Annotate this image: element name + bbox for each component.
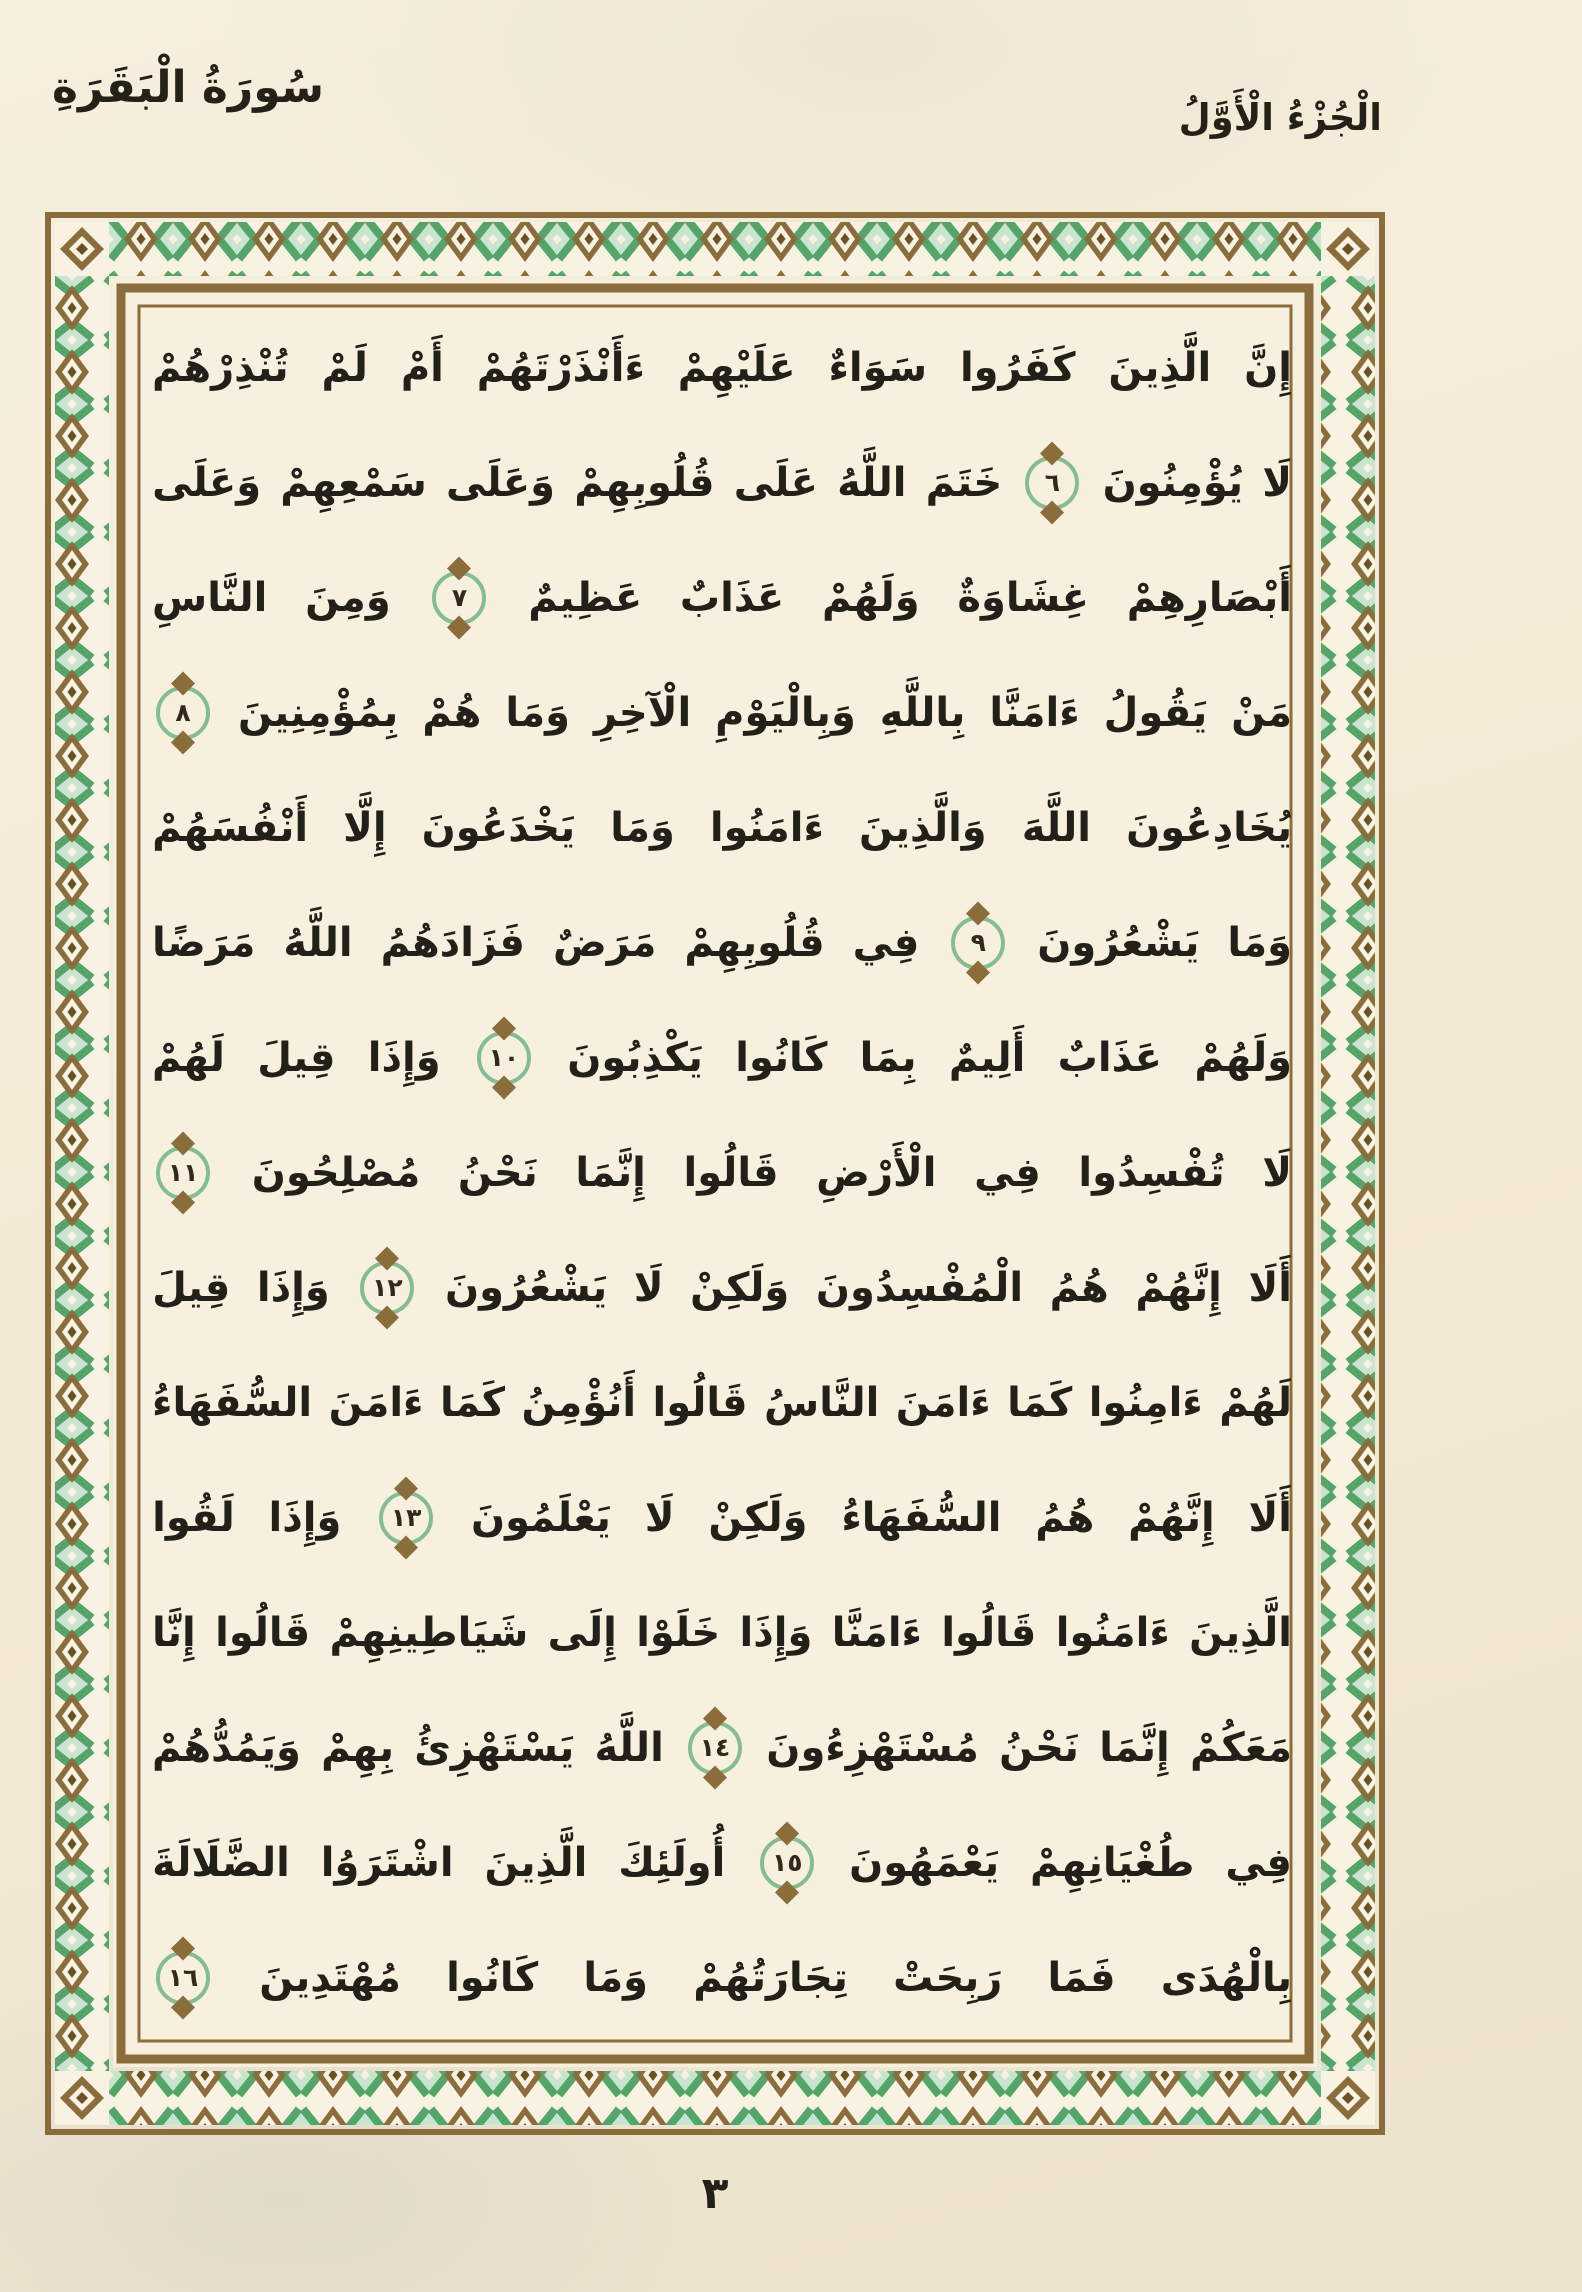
quran-word: فِي	[1225, 1839, 1292, 1886]
quran-word: هُمُ	[1049, 1264, 1109, 1311]
quran-word: النَّاسِ	[152, 574, 268, 621]
quran-word: أَلِيمٌ	[948, 1034, 1026, 1081]
quran-word: تُنْذِرْهُمْ	[152, 344, 289, 391]
quran-word: عَذَابٌ	[679, 574, 785, 621]
verse-number: ٦	[1044, 468, 1061, 497]
page-number: ٣	[701, 2168, 729, 2219]
quran-word: إِنَّا	[152, 1609, 196, 1656]
frame-corner-bottom-left	[55, 2071, 109, 2125]
quran-line	[152, 540, 1292, 655]
quran-word: وَيَمُدُّهُمْ	[152, 1724, 301, 1771]
verse-number-marker	[688, 1721, 742, 1775]
quran-word: كَمَا	[1007, 1379, 1073, 1426]
quran-word: بِاللَّهِ	[879, 689, 966, 736]
quran-word: النَّاسُ	[764, 1379, 880, 1426]
verse-number-marker	[477, 1031, 531, 1085]
quran-word: مُهْتَدِينَ	[259, 1954, 401, 2001]
quran-word: لَا	[644, 1494, 675, 1541]
quran-text-area	[152, 310, 1292, 2035]
quran-word: ءَامَنُوا	[1055, 1609, 1170, 1656]
quran-word: الَّذِينَ	[1108, 344, 1212, 391]
frame-corner-bottom-right	[1321, 2071, 1375, 2125]
quran-word: خَتَمَ	[925, 459, 1003, 506]
quran-word: نَحْنُ	[457, 1149, 538, 1196]
verse-number: ٨	[175, 698, 191, 727]
quran-word: يَكْذِبُونَ	[567, 1034, 703, 1081]
quran-word: فَمَا	[1047, 1954, 1116, 2001]
quran-line	[152, 655, 1292, 770]
quran-word: ءَامَنَّا	[989, 689, 1080, 736]
quran-word: اللَّهُ	[837, 459, 907, 506]
quran-word: اللَّهَ	[1021, 804, 1092, 851]
quran-word: الْآخِرِ	[593, 689, 692, 736]
verse-number: ١٢	[372, 1273, 403, 1302]
quran-line	[152, 1690, 1292, 1805]
quran-word: يَشْعُرُونَ	[1037, 919, 1200, 966]
quran-word: مُسْتَهْزِءُونَ	[766, 1724, 979, 1771]
quran-line	[152, 1000, 1292, 1115]
quran-word: يُخَادِعُونَ	[1126, 804, 1292, 851]
frame-band-right	[1321, 276, 1375, 2071]
quran-word: يَعْمَهُونَ	[849, 1839, 1000, 1886]
quran-word: تُفْسِدُوا	[1078, 1149, 1225, 1196]
quran-word: إِلَّا	[343, 804, 387, 851]
verse-number-marker	[1025, 456, 1079, 510]
quran-word: وَإِذَا	[367, 1034, 441, 1081]
quran-word: وَبِالْيَوْمِ	[715, 689, 856, 736]
quran-line	[152, 1230, 1292, 1345]
quran-word: يَشْعُرُونَ	[444, 1264, 608, 1311]
quran-word: أَمْ	[400, 344, 444, 391]
quran-word: اللَّهُ	[283, 919, 353, 966]
quran-word: ءَأَنْذَرْتَهُمْ	[476, 344, 645, 391]
quran-line	[152, 885, 1292, 1000]
quran-word: السُّفَهَاءُ	[841, 1494, 1002, 1541]
quran-word: وَمَا	[505, 689, 571, 736]
quran-word: قَالُوا	[683, 1149, 779, 1196]
quran-word: ءَامَنَّا	[831, 1609, 922, 1656]
quran-word: الْمُفْسِدُونَ	[815, 1264, 1024, 1311]
quran-word: وَمَا	[610, 804, 675, 851]
quran-word: يَعْلَمُونَ	[470, 1494, 611, 1541]
quran-word: وَعَلَى	[152, 459, 262, 506]
quran-word: أَلَا	[1248, 1264, 1292, 1311]
quran-word: السُّفَهَاءُ	[152, 1379, 313, 1426]
frame-band-bottom	[55, 2071, 1375, 2125]
quran-word: إِنَّهُمْ	[1135, 1264, 1222, 1311]
quran-word: مُصْلِحُونَ	[251, 1149, 421, 1196]
quran-word: فَزَادَهُمُ	[380, 919, 525, 966]
quran-word: وَلَكِنْ	[708, 1494, 808, 1541]
quran-word: الَّذِينَ	[484, 1839, 588, 1886]
quran-word: لَقُوا	[152, 1494, 235, 1541]
quran-word: كَانُوا	[735, 1034, 828, 1081]
quran-word: بِمَا	[859, 1034, 917, 1081]
quran-word: سَمْعِهِمْ	[280, 459, 427, 506]
quran-word: تِجَارَتُهُمْ	[693, 1954, 848, 2001]
verse-number-marker	[156, 686, 210, 740]
quran-line	[152, 1345, 1292, 1460]
quran-word: سَوَاءٌ	[828, 344, 928, 391]
quran-word: إِنَّمَا	[575, 1149, 646, 1196]
quran-word: قُلُوبِهِمْ	[574, 459, 715, 506]
verse-number: ٧	[451, 583, 468, 612]
quran-word: ءَامَنَ	[328, 1379, 424, 1426]
verse-number: ١٠	[488, 1043, 520, 1072]
quran-line	[152, 425, 1292, 540]
quran-word: مَنْ	[1231, 689, 1292, 736]
quran-word: كَانُوا	[446, 1954, 539, 2001]
verse-number-marker	[360, 1261, 414, 1315]
verse-number-marker	[432, 571, 486, 625]
quran-word: طُغْيَانِهِمْ	[1030, 1839, 1195, 1886]
quran-word: وَمَا	[583, 1954, 649, 2001]
quran-word: مَرَضًا	[152, 919, 256, 966]
quran-word: وَمَا	[1227, 919, 1292, 966]
quran-word: ءَامِنُوا	[1088, 1379, 1203, 1426]
quran-word: أَلَا	[1248, 1494, 1292, 1541]
quran-word: لَهُمْ	[1219, 1379, 1292, 1426]
quran-word: يَقُولُ	[1103, 689, 1208, 736]
surah-title: سُورَةُ الْبَقَرَةِ	[52, 62, 325, 113]
frame-band-left	[55, 276, 109, 2071]
quran-word: إِنَّهُمْ	[1128, 1494, 1215, 1541]
quran-word: اللَّهُ	[594, 1724, 664, 1771]
quran-word: وَإِذَا	[739, 1609, 813, 1656]
quran-word: وَعَلَى	[446, 459, 555, 506]
quran-word: وَمِنَ	[305, 574, 391, 621]
quran-word: قَالُوا	[215, 1609, 311, 1656]
quran-word: وَإِذَا	[256, 1264, 330, 1311]
quran-word: الضَّلَالَةَ	[152, 1839, 290, 1886]
verse-number: ١٥	[771, 1848, 803, 1877]
quran-word: وَلَهُمْ	[1194, 1034, 1292, 1081]
verse-number-marker	[156, 1146, 210, 1200]
quran-word: أَنْفُسَهُمْ	[152, 804, 309, 851]
quran-word: يَسْتَهْزِئُ	[414, 1724, 575, 1771]
quran-word: شَيَاطِينِهِمْ	[329, 1609, 529, 1656]
quran-word: أَنُؤْمِنُ	[521, 1379, 637, 1426]
quran-word: خَلَوْا	[636, 1609, 721, 1656]
quran-word: بِمُؤْمِنِينَ	[237, 689, 399, 736]
quran-word: كَمَا	[439, 1379, 506, 1426]
quran-line	[152, 1460, 1292, 1575]
quran-word: يُؤْمِنُونَ	[1102, 459, 1243, 506]
quran-word: وَلَكِنْ	[690, 1264, 790, 1311]
quran-word: فِي	[852, 919, 920, 966]
verse-number-marker	[760, 1836, 814, 1890]
verse-number-marker	[951, 916, 1005, 970]
quran-word: اشْتَرَوُا	[320, 1839, 454, 1886]
quran-word: إِنَّ	[1244, 344, 1292, 391]
quran-word: قِيلَ	[257, 1034, 336, 1081]
quran-word: مَعَكُمْ	[1190, 1724, 1292, 1771]
quran-word: أُولَئِكَ	[618, 1839, 726, 1886]
quran-word: رَبِحَتْ	[893, 1954, 1003, 2001]
quran-word: أَبْصَارِهِمْ	[1126, 574, 1292, 621]
quran-word: وَالَّذِينَ	[858, 804, 987, 851]
quran-word: عَذَابٌ	[1057, 1034, 1162, 1081]
quran-word: وَلَهُمْ	[822, 574, 920, 621]
quran-word: لَا	[633, 1264, 664, 1311]
juz-title: الْجُزْءُ الْأَوَّلُ	[1178, 96, 1382, 139]
quran-word: ءَامَنَ	[895, 1379, 991, 1426]
verse-number: ١٤	[699, 1733, 731, 1762]
verse-number: ٩	[970, 928, 986, 957]
verse-number-marker	[156, 1951, 210, 2005]
quran-word: بِالْهُدَى	[1160, 1954, 1292, 2001]
quran-word: نَحْنُ	[999, 1724, 1079, 1771]
quran-line	[152, 1805, 1292, 1920]
quran-word: غِشَاوَةٌ	[957, 574, 1089, 621]
quran-word: هُمْ	[422, 689, 482, 736]
quran-word: إِلَى	[547, 1609, 617, 1656]
verse-number: ١٦	[167, 1963, 199, 1992]
quran-word: قَالُوا	[941, 1609, 1037, 1656]
frame-corner-top-left	[55, 222, 109, 276]
quran-word: إِنَّمَا	[1099, 1724, 1170, 1771]
verse-number: ١١	[167, 1158, 199, 1187]
quran-line	[152, 1920, 1292, 2035]
quran-word: لَا	[1262, 1149, 1292, 1196]
quran-word: لَمْ	[321, 344, 368, 391]
quran-word: وَإِذَا	[268, 1494, 342, 1541]
frame-corner-top-right	[1321, 222, 1375, 276]
quran-word: هُمُ	[1035, 1494, 1095, 1541]
quran-word: قَالُوا	[652, 1379, 748, 1426]
quran-line	[152, 1115, 1292, 1230]
quran-word: قُلُوبِهِمْ	[684, 919, 825, 966]
quran-word: فِي	[974, 1149, 1041, 1196]
quran-word: بِهِمْ	[321, 1724, 394, 1771]
verse-number-marker	[379, 1491, 433, 1545]
quran-word: مَرَضٌ	[552, 919, 657, 966]
quran-word: يَخْدَعُونَ	[421, 804, 576, 851]
quran-word: قِيلَ	[152, 1264, 231, 1311]
quran-word: الْأَرْضِ	[816, 1149, 937, 1196]
quran-word: الَّذِينَ	[1189, 1609, 1292, 1656]
quran-line	[152, 770, 1292, 885]
quran-word: لَا	[1262, 459, 1292, 506]
quran-line	[152, 310, 1292, 425]
frame-band-top	[55, 222, 1375, 276]
quran-word: لَهُمْ	[152, 1034, 225, 1081]
quran-word: ءَامَنُوا	[709, 804, 824, 851]
verse-number: ١٣	[390, 1503, 422, 1532]
quran-word: عَلَى	[733, 459, 818, 506]
quran-line	[152, 1575, 1292, 1690]
quran-word: عَلَيْهِمْ	[677, 344, 796, 391]
quran-word: عَظِيمٌ	[528, 574, 643, 621]
quran-word: كَفَرُوا	[959, 344, 1076, 391]
